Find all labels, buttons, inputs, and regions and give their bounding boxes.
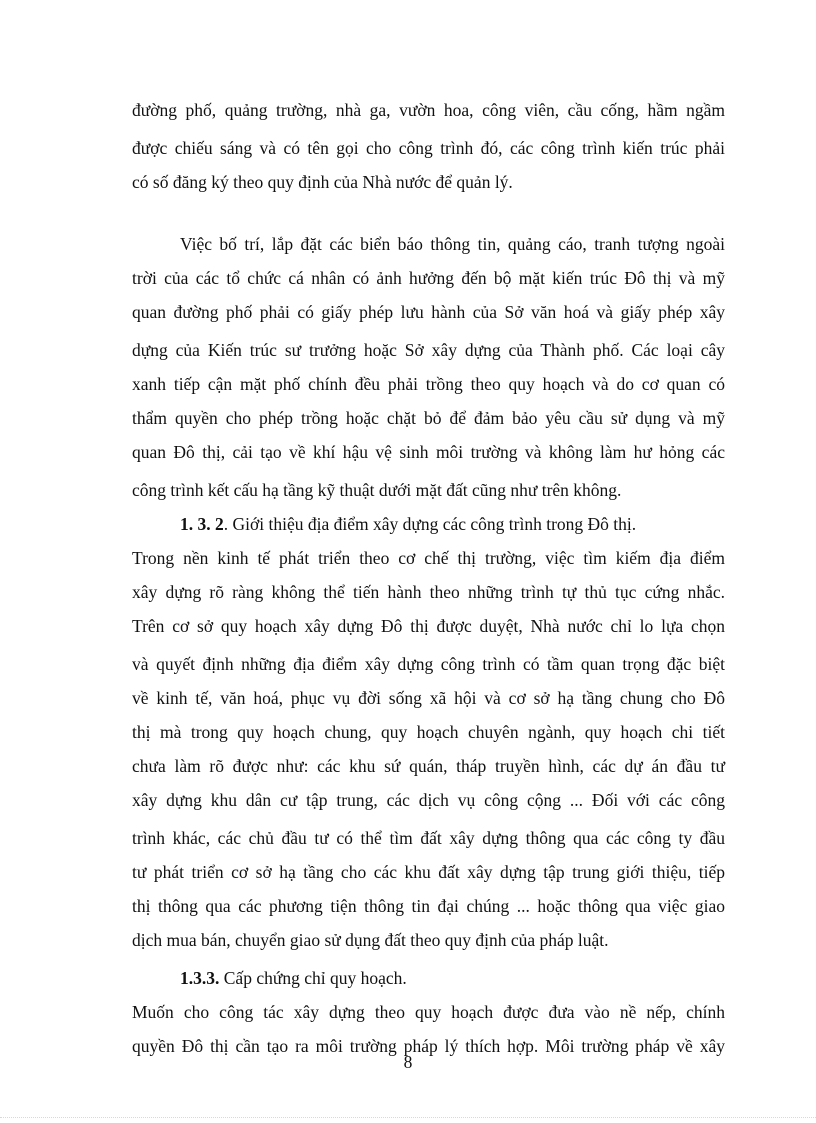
paragraph-line: về kinh tế, văn hoá, phục vụ đời sống xã hội và cơ sở hạ tầng chung cho Đô	[132, 688, 725, 708]
paragraph-line: có số đăng ký theo quy định của Nhà nước để quản lý.	[132, 172, 513, 192]
paragraph-line: xây dựng khu dân cư tập trung, các dịch vụ công cộng ... Đối với các công	[132, 790, 725, 810]
paragraph-line: quan Đô thị, cải tạo về khí hậu vệ sinh môi trường và không làm hư hỏng các	[132, 442, 725, 462]
paragraph-line: Trên cơ sở quy hoạch xây dựng Đô thị được duyệt, Nhà nước chỉ lo lựa chọn	[132, 616, 725, 636]
paragraph-line: trình khác, các chủ đầu tư có thể tìm đất xây dựng thông qua các công ty đầu	[132, 828, 725, 848]
paragraph-line: xây dựng rõ ràng không thể tiến hành theo những trình tự thủ tục cứng nhắc.	[132, 582, 725, 602]
paragraph-line: và quyết định những địa điểm xây dựng công trình có tầm quan trọng đặc biệt	[132, 654, 725, 674]
paragraph-line: Việc bố trí, lắp đặt các biển báo thông tin, quảng cáo, tranh tượng ngoài	[180, 234, 725, 254]
paragraph-line: Muốn cho công tác xây dựng theo quy hoạch được đưa vào nề nếp, chính	[132, 1002, 725, 1022]
paragraph-line: thị mà trong quy hoạch chung, quy hoạch chuyên ngành, quy hoạch chi tiết	[132, 722, 725, 742]
paragraph-line: dịch mua bán, chuyển giao sử dụng đất theo quy định của pháp luật.	[132, 930, 609, 950]
section-number: 1. 3. 2	[180, 514, 224, 534]
paragraph-line: tư phát triển cơ sở hạ tầng cho các khu đất xây dựng tập trung giới thiệu, tiếp	[132, 862, 725, 882]
paragraph-line: Trong nền kinh tế phát triển theo cơ chế thị trường, việc tìm kiếm địa điểm	[132, 548, 725, 568]
section-title: . Giới thiệu địa điểm xây dựng các công trình trong Đô thị.	[223, 514, 637, 534]
paragraph-line: xanh tiếp cận mặt phố chính đều phải trồng theo quy hoạch và do cơ quan có	[132, 374, 725, 394]
section-heading-1-3-2	[180, 512, 636, 536]
section-number: 1.3.3.	[180, 968, 220, 988]
paragraph-line: thẩm quyền cho phép trồng hoặc chặt bỏ để đảm bảo yêu cầu sử dụng và mỹ	[132, 408, 725, 428]
page-number: 8	[403, 1052, 413, 1072]
paragraph-line: quyền Đô thị cần tạo ra môi trường pháp lý thích hợp. Môi trường pháp về xây	[132, 1036, 725, 1056]
page-edge-divider	[0, 1117, 816, 1118]
section-heading-1-3-3	[180, 966, 407, 990]
paragraph-line: trời của các tổ chức cá nhân có ảnh hưởng đến bộ mặt kiến trúc Đô thị và mỹ	[132, 268, 725, 288]
section-title: Cấp chứng chỉ quy hoạch.	[219, 968, 407, 988]
paragraph-line: thị thông qua các phương tiện thông tin đại chúng ... hoặc thông qua việc giao	[132, 896, 725, 916]
paragraph-line: quan đường phố phải có giấy phép lưu hành của Sở văn hoá và giấy phép xây	[132, 302, 725, 322]
paragraph-line: công trình kết cấu hạ tầng kỹ thuật dưới mặt đất cũng như trên không.	[132, 480, 622, 500]
paragraph-line: chưa làm rõ được như: các khu sứ quán, tháp truyền hình, các dự án đầu tư	[132, 756, 725, 776]
paragraph-line: được chiếu sáng và có tên gọi cho công trình đó, các công trình kiến trúc phải	[132, 138, 725, 158]
paragraph-line: dựng của Kiến trúc sư trưởng hoặc Sở xây dựng của Thành phố. Các loại cây	[132, 340, 725, 360]
paragraph-line: đường phố, quảng trường, nhà ga, vườn hoa, công viên, cầu cống, hầm ngầm	[132, 100, 725, 120]
